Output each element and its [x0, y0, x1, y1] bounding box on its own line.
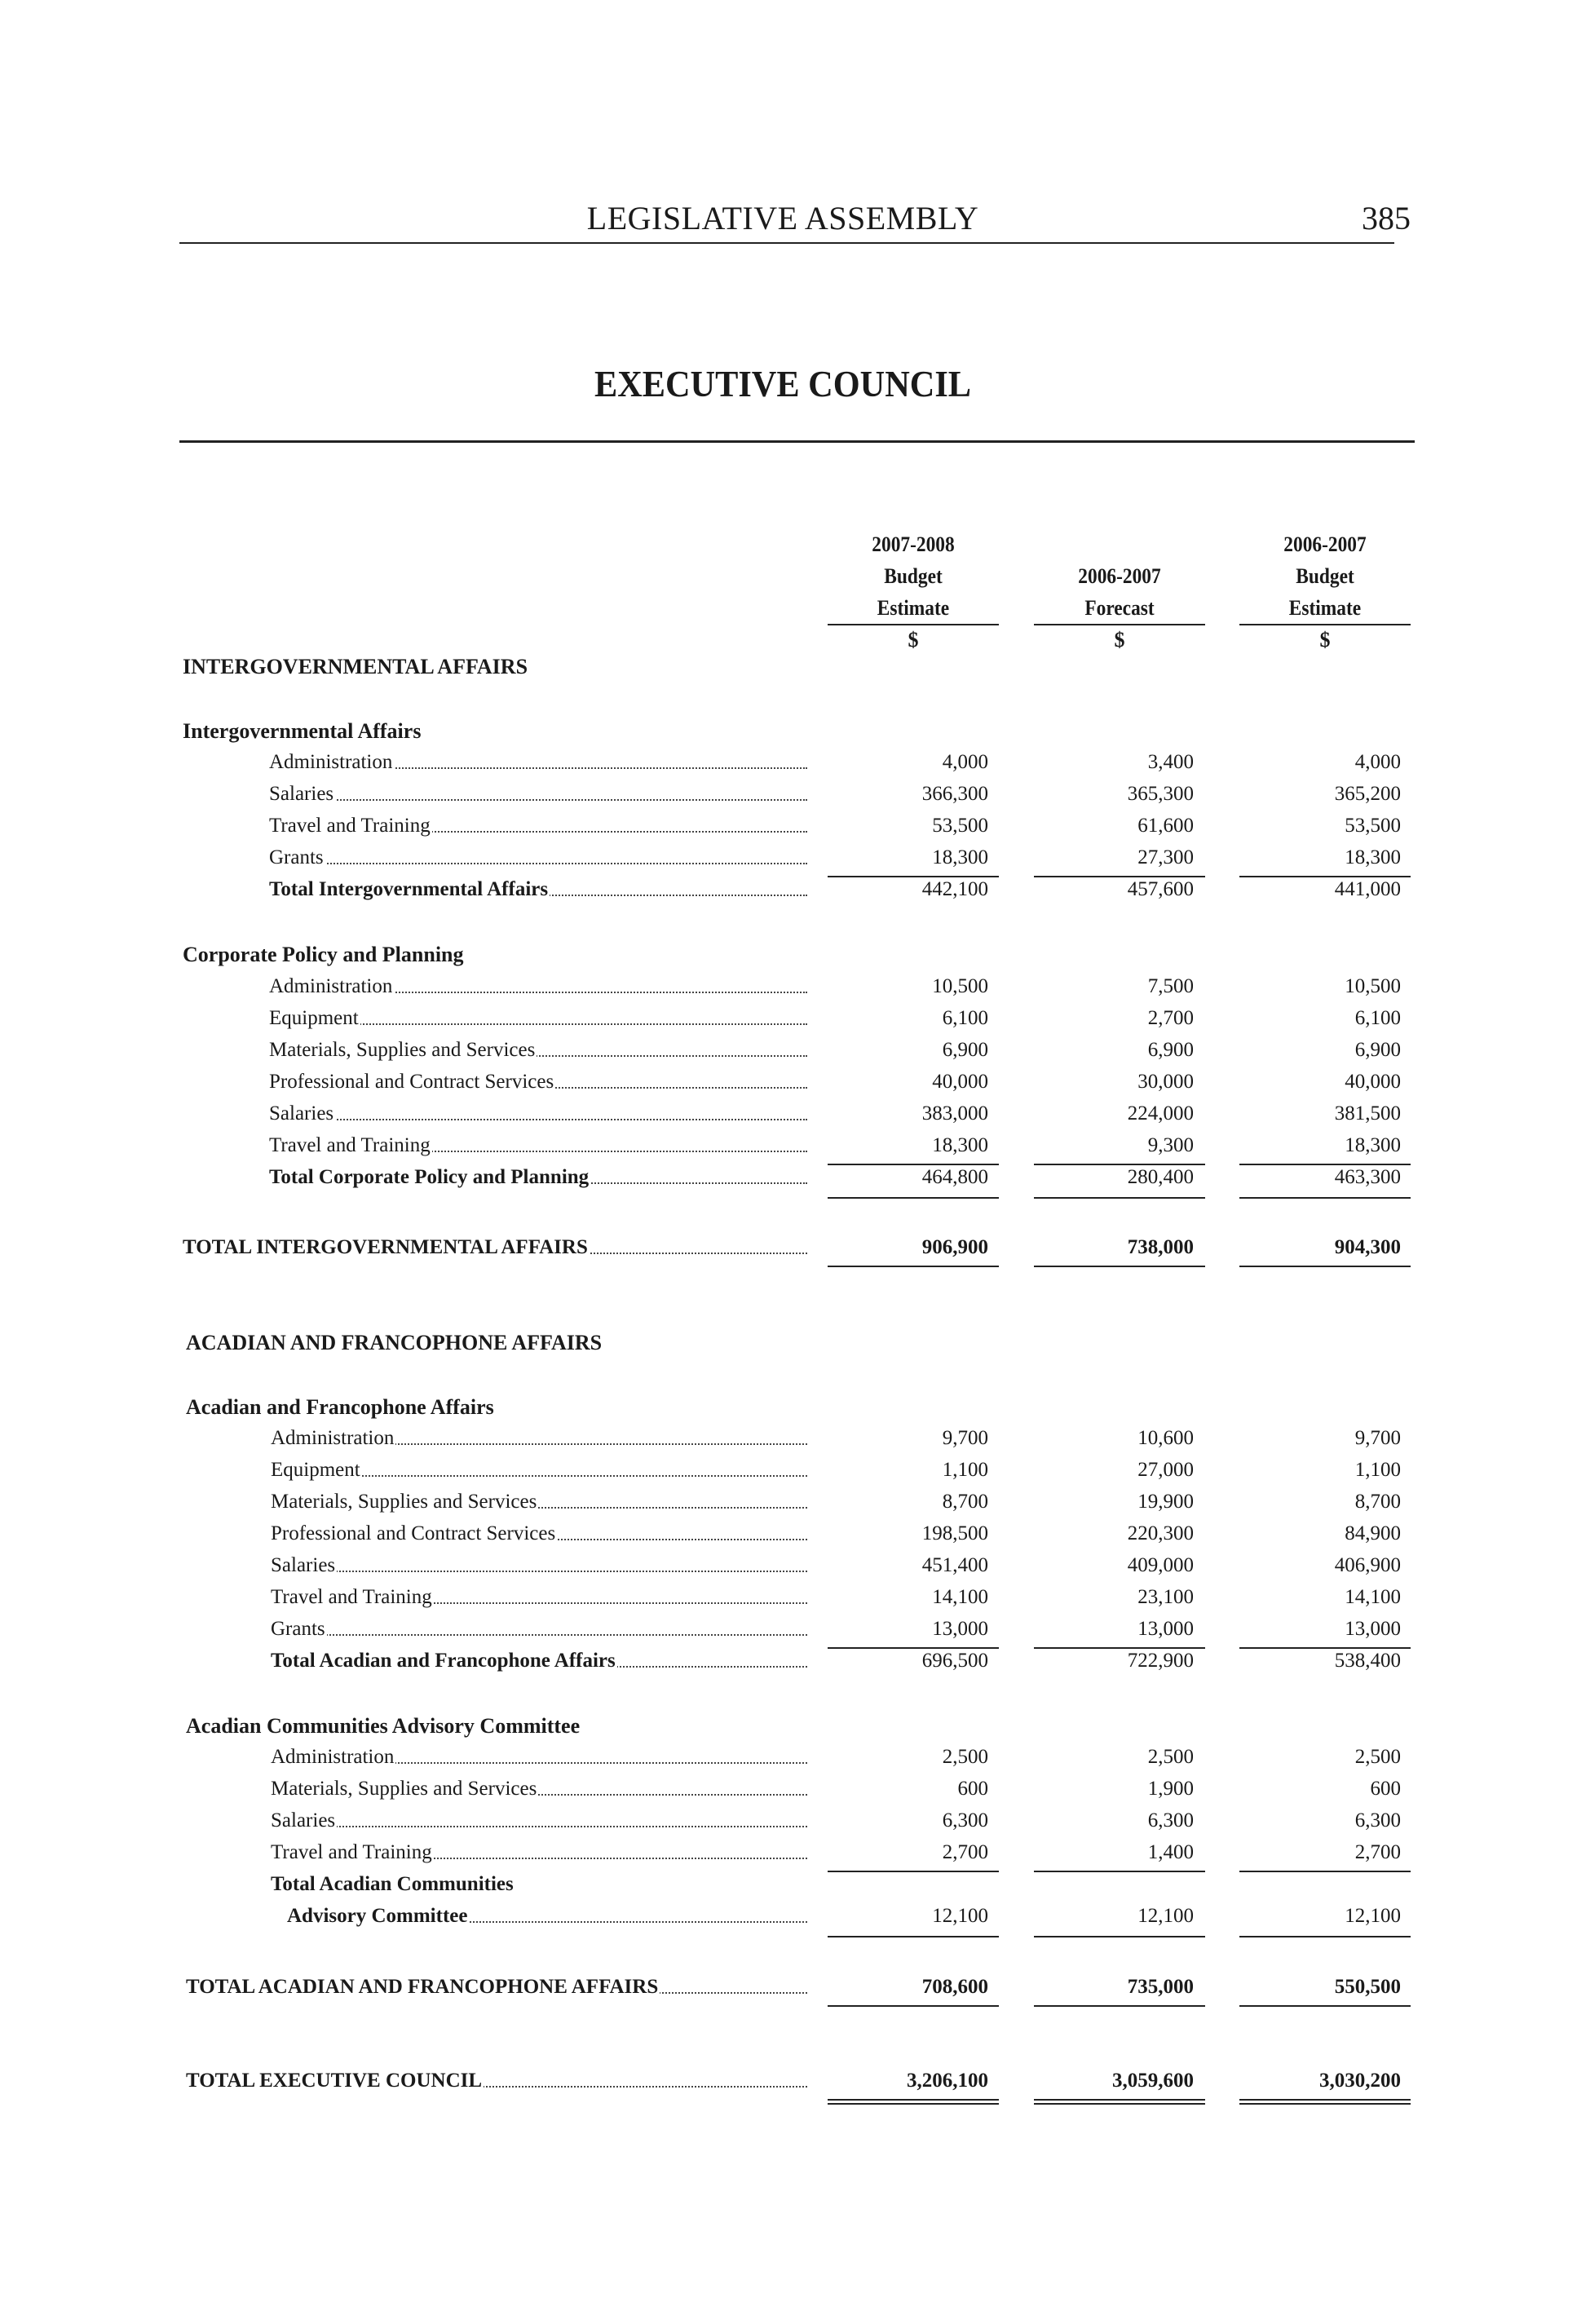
subtotal-rule	[1034, 876, 1205, 877]
group-heading: Acadian Communities Advisory Committee	[186, 1714, 581, 1738]
document-title: EXECUTIVE COUNCIL	[594, 363, 972, 404]
column-header-2007-2008-budget: 2007-2008 Budget Estimate	[872, 532, 955, 620]
unit-label: $	[908, 628, 919, 652]
table-row: Travel and Training 53,500 61,600 53,500	[269, 815, 1401, 837]
total-rule	[1239, 1266, 1411, 1267]
group-total-row: Total Corporate Policy and Planning 464,800 280,400 463,300	[269, 1166, 1401, 1188]
table-row: Travel and Training 2,700 1,400 2,700	[271, 1841, 1401, 1863]
table-row: Travel and Training 14,100 23,100 14,100	[271, 1586, 1401, 1608]
subtotal-rule	[1239, 876, 1411, 877]
table-row: Materials, Supplies and Services 6,900 6,900 6,900	[269, 1039, 1401, 1061]
table-row: Salaries 383,000 224,000 381,500	[269, 1102, 1401, 1124]
table-row: Equipment 6,100 2,700 6,100	[269, 1007, 1401, 1029]
subtotal-rule	[1239, 1647, 1411, 1649]
subtotal-rule	[828, 876, 999, 877]
table-row: Administration 9,700 10,600 9,700	[271, 1427, 1401, 1449]
group-total-label-row: Total Acadian Communities	[271, 1873, 514, 1895]
group-heading: Acadian and Francophone Affairs	[186, 1395, 494, 1419]
total-rule	[1034, 1197, 1205, 1199]
table-row: Administration 2,500 2,500 2,500	[271, 1746, 1401, 1768]
unit-label: $	[1114, 628, 1125, 652]
section-total-row: TOTAL INTERGOVERNMENTAL AFFAIRS 906,900 738,000 904,300	[183, 1236, 1401, 1258]
subtotal-rule	[828, 1647, 999, 1649]
double-total-rule	[1034, 2099, 1205, 2105]
header-rule	[179, 242, 1394, 244]
subtotal-rule	[1034, 1164, 1205, 1165]
section-heading: ACADIAN AND FRANCOPHONE AFFAIRS	[186, 1331, 603, 1354]
grand-total-row: TOTAL EXECUTIVE COUNCIL 3,206,100 3,059,600 3,030,200	[186, 2070, 1401, 2092]
group-total-row: Total Intergovernmental Affairs 442,100 457,600 441,000	[269, 878, 1401, 900]
total-rule	[1034, 1936, 1205, 1937]
subtotal-rule	[1239, 1164, 1411, 1165]
column-header-underline	[1239, 624, 1411, 625]
column-header-2006-2007-budget: 2006-2007 Budget Estimate	[1283, 532, 1367, 620]
column-header-2006-2007-forecast: 2006-2007 Forecast	[1078, 564, 1161, 620]
total-rule	[1239, 1197, 1411, 1199]
subtotal-rule	[828, 1164, 999, 1165]
table-row: Professional and Contract Services 198,500 220,300 84,900	[271, 1522, 1401, 1544]
table-row: Administration 4,000 3,400 4,000	[269, 751, 1401, 773]
group-heading: Corporate Policy and Planning	[183, 943, 464, 966]
column-header-underline	[1034, 624, 1205, 625]
unit-label: $	[1319, 628, 1331, 652]
total-rule	[828, 1266, 999, 1267]
section-heading: INTERGOVERNMENTAL AFFAIRS	[183, 655, 528, 678]
group-total-row: Advisory Committee 12,100 12,100 12,100	[287, 1905, 1401, 1927]
table-row: Salaries 366,300 365,300 365,200	[269, 783, 1401, 805]
total-rule	[1034, 2005, 1205, 2007]
table-row: Grants 13,000 13,000 13,000	[271, 1618, 1401, 1640]
column-header-underline	[828, 624, 999, 625]
table-row: Travel and Training 18,300 9,300 18,300	[269, 1134, 1401, 1156]
table-row: Salaries 451,400 409,000 406,900	[271, 1554, 1401, 1576]
total-rule	[1239, 2005, 1411, 2007]
subtotal-rule	[1239, 1871, 1411, 1872]
table-row: Professional and Contract Services 40,000 30,000 40,000	[269, 1071, 1401, 1093]
total-rule	[1239, 1936, 1411, 1937]
group-total-row: Total Acadian and Francophone Affairs 696,500 722,900 538,400	[271, 1650, 1401, 1672]
table-row: Administration 10,500 7,500 10,500	[269, 975, 1401, 997]
page-number: 385	[1362, 200, 1411, 236]
table-row: Grants 18,300 27,300 18,300	[269, 846, 1401, 868]
running-header-title: LEGISLATIVE ASSEMBLY	[586, 200, 979, 236]
total-rule	[1034, 1266, 1205, 1267]
table-row: Equipment 1,100 27,000 1,100	[271, 1459, 1401, 1481]
total-rule	[828, 1197, 999, 1199]
group-heading: Intergovernmental Affairs	[183, 719, 422, 743]
subtotal-rule	[1034, 1871, 1205, 1872]
double-total-rule	[1239, 2099, 1411, 2105]
table-row: Salaries 6,300 6,300 6,300	[271, 1809, 1401, 1831]
table-row: Materials, Supplies and Services 600 1,900 600	[271, 1778, 1401, 1800]
subtotal-rule	[1034, 1647, 1205, 1649]
total-rule	[828, 1936, 999, 1937]
total-rule	[828, 2005, 999, 2007]
title-rule	[179, 440, 1415, 443]
table-row: Materials, Supplies and Services 8,700 19,900 8,700	[271, 1491, 1401, 1513]
subtotal-rule	[828, 1871, 999, 1872]
double-total-rule	[828, 2099, 999, 2105]
section-total-row: TOTAL ACADIAN AND FRANCOPHONE AFFAIRS 708,600 735,000 550,500	[186, 1976, 1401, 1998]
